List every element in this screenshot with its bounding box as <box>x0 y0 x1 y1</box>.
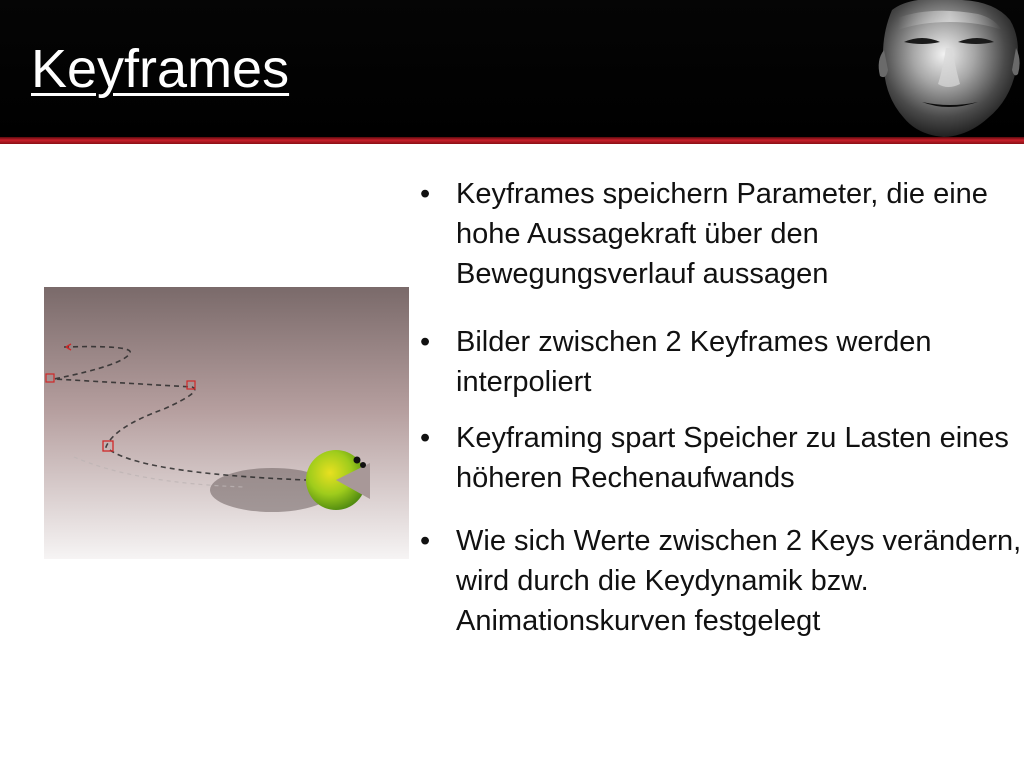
bullet-item <box>418 174 1024 294</box>
bullet-text: Keyframes speichern Parameter, die eine hohe Aussagekraft über den Bewegungsverlauf aussagen <box>456 178 988 290</box>
bullet-marker: • <box>420 326 431 358</box>
slide-header <box>0 0 1024 140</box>
bullet-text: Bilder zwischen 2 Keyframes werden interpoliert <box>456 326 932 398</box>
chrome-head-icon <box>870 0 1024 137</box>
bullet-text: Keyframing spart Speicher zu Lasten eines höheren Rechenaufwands <box>456 422 1009 494</box>
bullet-marker: • <box>420 422 431 454</box>
header-accent-rule <box>0 137 1024 144</box>
bullet-item <box>418 322 1024 402</box>
bullet-marker: • <box>420 525 431 557</box>
animated-ball-path-illustration <box>44 287 409 559</box>
bullet-item <box>418 418 1024 498</box>
bullet-list <box>418 174 1024 641</box>
bullet-item <box>418 521 1024 641</box>
bullet-marker: • <box>420 178 431 210</box>
slide-title: Keyframes <box>31 39 290 99</box>
bullet-text: Wie sich Werte zwischen 2 Keys verändern, wird durch die Keydynamik bzw. Animationskurven festgelegt <box>456 525 1022 637</box>
